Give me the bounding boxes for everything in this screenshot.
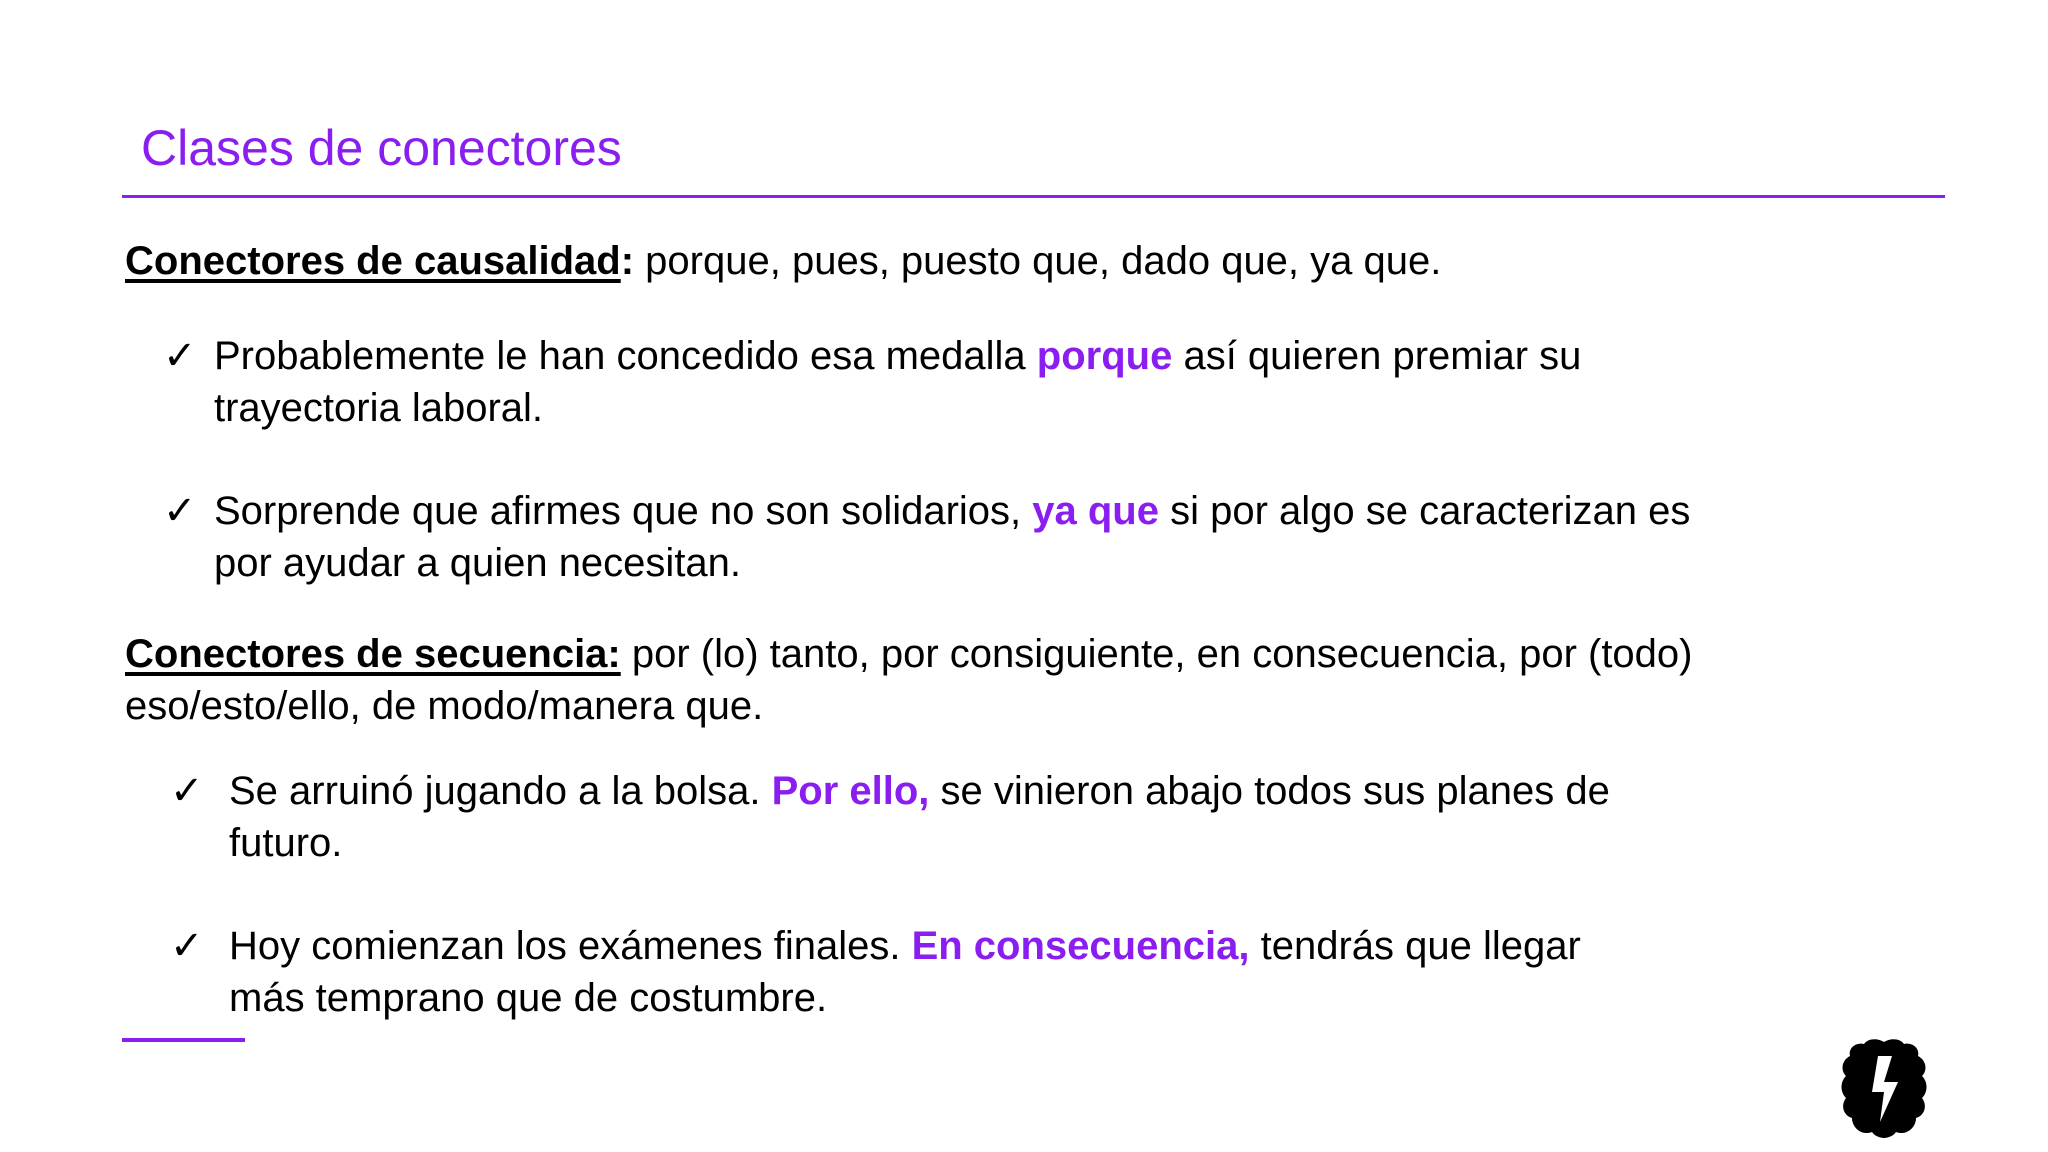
- slide-title: Clases de conectores: [141, 120, 622, 176]
- example-text: si por algo se caracterizan es: [1158, 489, 1691, 533]
- example-text: así quieren premiar su: [1172, 334, 1582, 378]
- example-line-2: más temprano que de costumbre.: [229, 976, 828, 1020]
- example-text: Hoy comienzan los exámenes finales.: [229, 924, 912, 968]
- connector-highlight: Por ello,: [771, 769, 930, 813]
- secuencia-paragraph: [125, 628, 1693, 680]
- footer-accent-line: [122, 1038, 245, 1042]
- causalidad-colon: :: [620, 239, 635, 283]
- example-line-2: por ayudar a quien necesitan.: [214, 541, 742, 585]
- secuencia-list: por (lo) tanto, por consiguiente, en consecuencia, por (todo): [620, 632, 1693, 676]
- example-line-2: trayectoria laboral.: [214, 386, 544, 430]
- secuencia-heading: Conectores de secuencia:: [125, 632, 621, 676]
- title-underline: [122, 195, 1945, 198]
- example-line-1: [229, 920, 1581, 972]
- brain-lightning-icon: [1838, 1036, 1930, 1140]
- example-line-1: [214, 485, 1690, 537]
- example-text: Se arruinó jugando a la bolsa.: [229, 769, 772, 813]
- example-line-1: [214, 330, 1581, 382]
- example-text: se vinieron abajo todos sus planes de: [929, 769, 1610, 813]
- connector-highlight: ya que: [1032, 489, 1159, 533]
- causalidad-paragraph: [125, 235, 1441, 287]
- example-text: Probablemente le han concedido esa medalla: [214, 334, 1037, 378]
- example-line-1: [229, 765, 1610, 817]
- check-icon: ✓: [170, 924, 204, 968]
- check-icon: ✓: [163, 334, 197, 378]
- example-line-2: futuro.: [229, 821, 343, 865]
- causalidad-list: porque, pues, puesto que, dado que, ya que.: [634, 239, 1442, 283]
- causalidad-heading: Conectores de causalidad: [125, 239, 621, 283]
- check-icon: ✓: [170, 769, 204, 813]
- connector-highlight: porque: [1036, 334, 1173, 378]
- secuencia-list-line-2: eso/esto/ello, de modo/manera que.: [125, 684, 764, 728]
- example-text: Sorprende que afirmes que no son solidarios,: [214, 489, 1033, 533]
- check-icon: ✓: [163, 489, 197, 533]
- example-text: tendrás que llegar: [1249, 924, 1581, 968]
- connector-highlight: En consecuencia,: [911, 924, 1250, 968]
